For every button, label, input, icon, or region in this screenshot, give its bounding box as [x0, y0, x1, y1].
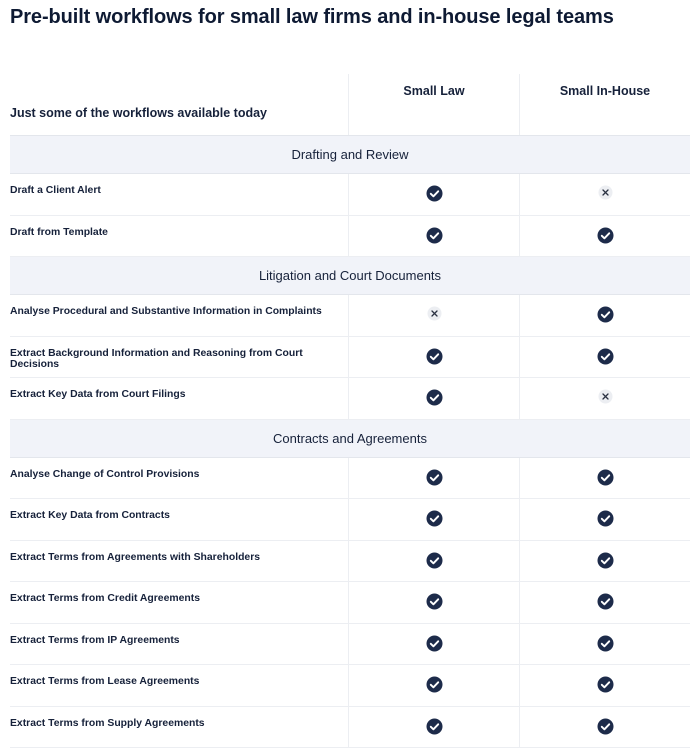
check-circle-icon [426, 635, 443, 652]
page-title: Pre-built workflows for small law firms and in-house legal teams [10, 6, 614, 29]
small-law-cell [348, 295, 519, 336]
check-circle-icon [426, 676, 443, 693]
check-circle-icon [426, 389, 443, 406]
table-intro: Just some of the workflows available today [10, 74, 348, 135]
small-in-house-cell [519, 707, 690, 748]
small-in-house-cell [519, 378, 690, 419]
workflow-label: Draft a Client Alert [10, 174, 348, 215]
workflow-comparison-table [10, 74, 690, 748]
small-law-cell [348, 378, 519, 419]
workflow-label: Extract Key Data from Contracts [10, 499, 348, 540]
workflow-label: Draft from Template [10, 216, 348, 257]
workflow-label: Extract Background Information and Reasoning from Court Decisions [10, 337, 348, 378]
section-header: Litigation and Court Documents [10, 257, 690, 295]
section-header: Contracts and Agreements [10, 420, 690, 458]
check-circle-icon [597, 676, 614, 693]
check-circle-icon [597, 635, 614, 652]
check-circle-icon [597, 348, 614, 365]
column-header-small-in-house: Small In-House [519, 74, 690, 135]
small-law-cell [348, 582, 519, 623]
table-row [10, 499, 690, 541]
x-circle-icon [598, 185, 613, 200]
table-row [10, 216, 690, 258]
small-law-cell [348, 541, 519, 582]
small-in-house-cell [519, 582, 690, 623]
small-in-house-cell [519, 541, 690, 582]
small-in-house-cell [519, 174, 690, 215]
workflow-label: Extract Terms from Credit Agreements [10, 582, 348, 623]
check-circle-icon [426, 718, 443, 735]
table-row [10, 295, 690, 337]
table-row [10, 337, 690, 379]
small-law-cell [348, 174, 519, 215]
table-row [10, 174, 690, 216]
workflow-label: Extract Terms from Lease Agreements [10, 665, 348, 706]
table-header-row [10, 74, 690, 136]
column-header-small-law: Small Law [348, 74, 519, 135]
x-circle-icon [427, 306, 442, 321]
table-row [10, 665, 690, 707]
check-circle-icon [597, 510, 614, 527]
check-circle-icon [597, 227, 614, 244]
small-law-cell [348, 665, 519, 706]
check-circle-icon [426, 552, 443, 569]
workflow-label: Analyse Change of Control Provisions [10, 458, 348, 499]
small-in-house-cell [519, 665, 690, 706]
check-circle-icon [597, 593, 614, 610]
table-body [10, 136, 690, 748]
small-law-cell [348, 499, 519, 540]
small-in-house-cell [519, 458, 690, 499]
small-in-house-cell [519, 624, 690, 665]
small-law-cell [348, 624, 519, 665]
check-circle-icon [597, 469, 614, 486]
check-circle-icon [426, 510, 443, 527]
small-in-house-cell [519, 337, 690, 378]
check-circle-icon [426, 593, 443, 610]
workflow-label: Extract Terms from IP Agreements [10, 624, 348, 665]
workflow-label: Extract Key Data from Court Filings [10, 378, 348, 419]
workflow-label: Analyse Procedural and Substantive Information in Complaints [10, 295, 348, 336]
check-circle-icon [426, 469, 443, 486]
workflow-label: Extract Terms from Supply Agreements [10, 707, 348, 748]
small-in-house-cell [519, 499, 690, 540]
section-header: Drafting and Review [10, 136, 690, 174]
check-circle-icon [597, 552, 614, 569]
check-circle-icon [426, 185, 443, 202]
table-row [10, 582, 690, 624]
workflow-label: Extract Terms from Agreements with Shareholders [10, 541, 348, 582]
small-law-cell [348, 337, 519, 378]
small-in-house-cell [519, 295, 690, 336]
check-circle-icon [597, 306, 614, 323]
small-law-cell [348, 707, 519, 748]
x-circle-icon [598, 389, 613, 404]
table-row [10, 624, 690, 666]
table-row [10, 541, 690, 583]
small-in-house-cell [519, 216, 690, 257]
small-law-cell [348, 216, 519, 257]
table-row [10, 458, 690, 500]
table-row [10, 378, 690, 420]
check-circle-icon [426, 348, 443, 365]
small-law-cell [348, 458, 519, 499]
check-circle-icon [426, 227, 443, 244]
check-circle-icon [597, 718, 614, 735]
